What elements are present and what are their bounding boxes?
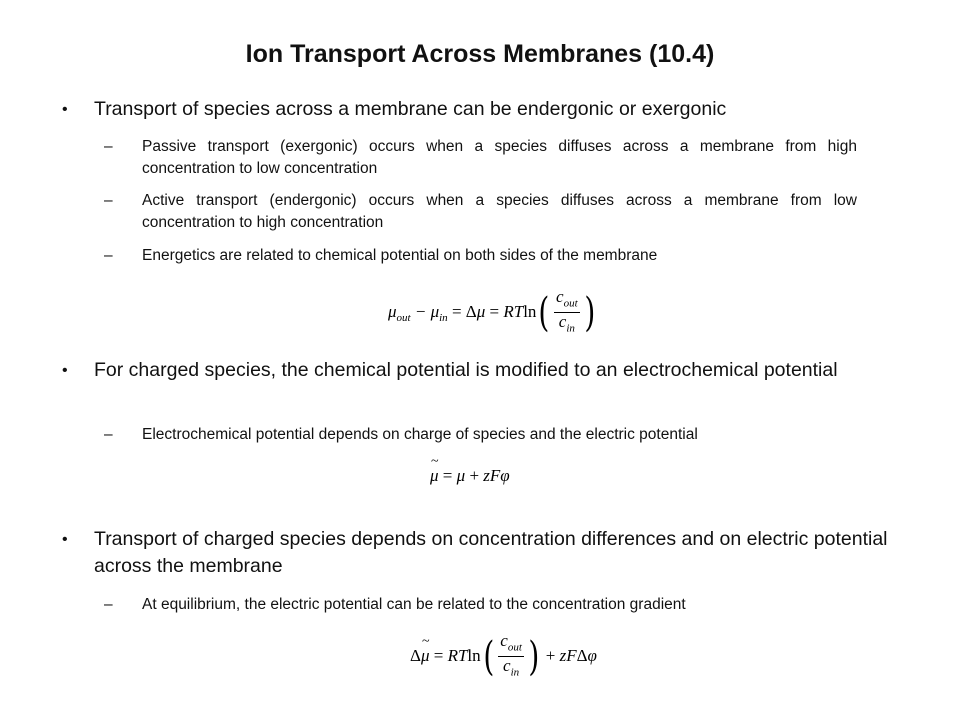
dash-marker: – [104,247,113,264]
slide-title: Ion Transport Across Membranes (10.4) [245,40,715,68]
bullet-marker: • [62,531,68,548]
equation-chemical-potential: $\mu_{out} - \mu_{in} = \Delta\mu = RTln$( $\frac{c_{out}}{c_{in}}$ ) [388,287,595,336]
bullet-marker: • [62,101,68,118]
dash-marker: – [104,596,113,613]
dash-marker: – [104,138,113,155]
dash-marker: – [104,192,113,209]
dash-marker: – [104,426,113,443]
bullet-text: Transport of species across a membrane can be endergonic or exergonic [94,98,727,120]
bullet-text: For charged species, the chemical potential is modified to an electrochemical potential [94,359,838,381]
sub-bullet-text: Active transport (endergonic) occurs when a species diffuses across a membrane from low concentration to high concentration [142,192,857,231]
equation-equilibrium-potential: Δ~ μ = RTln( $\frac{c_{out}}{c_{in}}$ ) + zFΔφ [410,632,597,682]
bullet-marker: • [62,362,68,379]
bullet-text: Transport of charged species depends on concentration differences and on electric potential across the membrane [94,528,888,577]
sub-bullet-text: At equilibrium, the electric potential can be related to the concentration gradient [142,596,686,613]
sub-bullet-text: Energetics are related to chemical potential on both sides of the membrane [142,247,658,264]
equation-electrochemical-potential: ~ μ = μ + zFφ [430,466,510,486]
sub-bullet-text: Electrochemical potential depends on charge of species and the electric potential [142,426,698,443]
sub-bullet-text: Passive transport (exergonic) occurs when a species diffuses across a membrane from high concentration to low concentration [142,138,857,177]
